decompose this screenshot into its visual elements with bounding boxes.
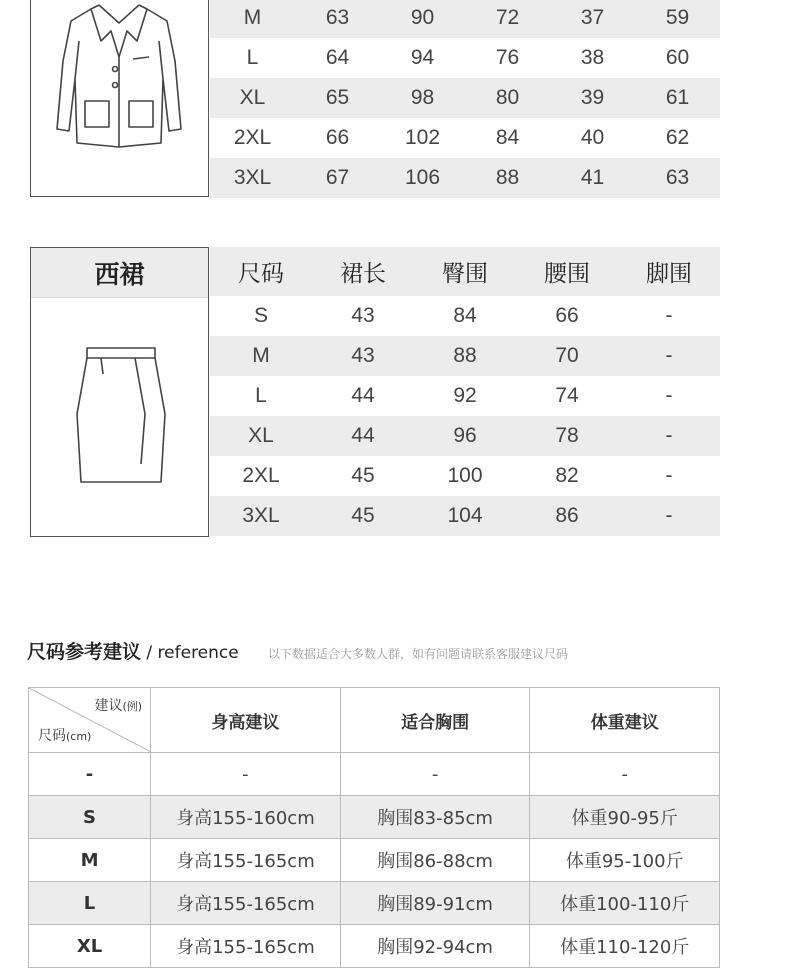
corner-bottom-text: 尺码	[38, 728, 66, 744]
value-cell: 88	[453, 344, 477, 367]
table-row	[29, 839, 720, 882]
size-cell: M	[29, 839, 151, 882]
value-cell: 60	[665, 46, 690, 69]
size-cell: 3XL	[242, 504, 280, 527]
value-cell: 98	[410, 86, 435, 109]
size-cell: XL	[29, 925, 151, 968]
size-cell: L	[29, 882, 151, 925]
size-cell: L	[255, 384, 267, 407]
jacket-illustration-box	[30, 0, 209, 197]
skirt-size-table	[210, 247, 720, 536]
value-cell: -	[665, 464, 673, 487]
jacket-size-table	[210, 0, 720, 198]
value-cell: -	[665, 304, 673, 327]
value-cell: -	[665, 344, 673, 367]
value-cell: 84	[495, 126, 520, 149]
value-cell: 78	[555, 424, 579, 447]
table-header-row	[210, 247, 720, 296]
table-row	[29, 796, 720, 839]
value-cell: -	[665, 504, 673, 527]
corner-top-text: 建议	[94, 698, 123, 714]
diagonal-header-cell	[29, 688, 151, 753]
column-header: 裙长	[340, 261, 386, 287]
value-cell: 41	[580, 166, 605, 189]
value-cell: -	[665, 424, 673, 447]
table-row	[210, 0, 720, 38]
value-cell: 66	[555, 304, 579, 327]
skirt-title: 西裙	[31, 248, 208, 298]
table-row	[29, 753, 720, 796]
weight-cell: 体重95-100斤	[530, 839, 720, 882]
table-header-row	[29, 688, 720, 753]
value-cell: 63	[665, 166, 690, 189]
column-header: 腰围	[544, 261, 590, 287]
value-cell: 74	[555, 384, 579, 407]
chest-cell: 胸围83-85cm	[340, 796, 530, 839]
size-cell: S	[253, 304, 268, 327]
table-row	[210, 78, 720, 118]
table-row	[210, 376, 720, 416]
value-cell: 61	[665, 86, 690, 109]
value-cell: 76	[495, 46, 520, 69]
reference-title-en: / reference	[141, 643, 239, 663]
table-row	[210, 38, 720, 78]
size-cell: M	[252, 344, 270, 367]
size-cell: XL	[239, 86, 266, 109]
reference-table	[28, 687, 720, 968]
size-cell: 2XL	[242, 464, 280, 487]
value-cell: 59	[665, 6, 690, 29]
table-row	[210, 456, 720, 496]
value-cell: 45	[351, 464, 375, 487]
height-cell: 身高155-165cm	[151, 925, 341, 968]
value-cell: 44	[351, 424, 375, 447]
value-cell: 106	[404, 166, 441, 189]
value-cell: 37	[580, 6, 605, 29]
weight-cell: 体重100-110斤	[530, 882, 720, 925]
table-row	[210, 416, 720, 456]
value-cell: 94	[410, 46, 435, 69]
size-cell: M	[243, 6, 262, 29]
value-cell: 82	[555, 464, 579, 487]
corner-top-unit: (例)	[122, 700, 143, 713]
value-cell: 86	[555, 504, 579, 527]
table-row	[29, 882, 720, 925]
column-header: 脚围	[646, 261, 692, 287]
value-cell: 38	[580, 46, 605, 69]
value-cell: 43	[351, 344, 375, 367]
corner-bottom-label	[38, 725, 91, 745]
size-cell: S	[29, 796, 151, 839]
chest-cell: 胸围86-88cm	[340, 839, 530, 882]
skirt-icon	[73, 344, 169, 488]
chest-cell: -	[340, 753, 530, 796]
height-cell: -	[151, 753, 341, 796]
chest-cell: 胸围89-91cm	[340, 882, 530, 925]
reference-title-cn: 尺码参考建议	[27, 641, 142, 663]
weight-cell: -	[530, 753, 720, 796]
size-cell: 3XL	[233, 166, 272, 189]
value-cell: 44	[351, 384, 375, 407]
column-header: 身高建议	[151, 688, 341, 753]
value-cell: 65	[325, 86, 350, 109]
size-cell: 2XL	[233, 126, 272, 149]
value-cell: 67	[325, 166, 350, 189]
value-cell: 64	[325, 46, 350, 69]
value-cell: 80	[495, 86, 520, 109]
value-cell: -	[665, 384, 673, 407]
value-cell: 70	[555, 344, 579, 367]
value-cell: 102	[404, 126, 441, 149]
column-header: 尺码	[238, 261, 284, 287]
table-row	[210, 118, 720, 158]
column-header: 体重建议	[530, 688, 720, 753]
skirt-illustration-box	[30, 247, 209, 537]
value-cell: 66	[325, 126, 350, 149]
height-cell: 身高155-165cm	[151, 839, 341, 882]
chest-cell: 胸围92-94cm	[340, 925, 530, 968]
value-cell: 104	[447, 504, 483, 527]
table-row	[29, 925, 720, 968]
value-cell: 90	[410, 6, 435, 29]
corner-bottom-unit: (cm)	[66, 730, 92, 743]
size-cell: XL	[248, 424, 274, 447]
jacket-icon	[49, 1, 189, 151]
value-cell: 100	[447, 464, 483, 487]
value-cell: 72	[495, 6, 520, 29]
size-cell: L	[246, 46, 259, 69]
column-header: 适合胸围	[340, 688, 530, 753]
value-cell: 62	[665, 126, 690, 149]
value-cell: 88	[495, 166, 520, 189]
value-cell: 63	[325, 6, 350, 29]
column-header: 臀围	[442, 261, 488, 287]
reference-note: 以下数据适合大多数人群，如有问题请联系客服建议尺码	[268, 647, 569, 661]
corner-top-label	[94, 695, 142, 715]
value-cell: 96	[453, 424, 477, 447]
value-cell: 43	[351, 304, 375, 327]
value-cell: 84	[453, 304, 477, 327]
reference-title	[27, 637, 239, 664]
value-cell: 92	[453, 384, 477, 407]
weight-cell: 体重110-120斤	[530, 925, 720, 968]
value-cell: 40	[580, 126, 605, 149]
value-cell: 45	[351, 504, 375, 527]
value-cell: 39	[580, 86, 605, 109]
table-row	[210, 336, 720, 376]
table-row	[210, 496, 720, 536]
size-cell: -	[29, 753, 151, 796]
table-row	[210, 296, 720, 336]
height-cell: 身高155-165cm	[151, 882, 341, 925]
weight-cell: 体重90-95斤	[530, 796, 720, 839]
table-row	[210, 158, 720, 198]
height-cell: 身高155-160cm	[151, 796, 341, 839]
